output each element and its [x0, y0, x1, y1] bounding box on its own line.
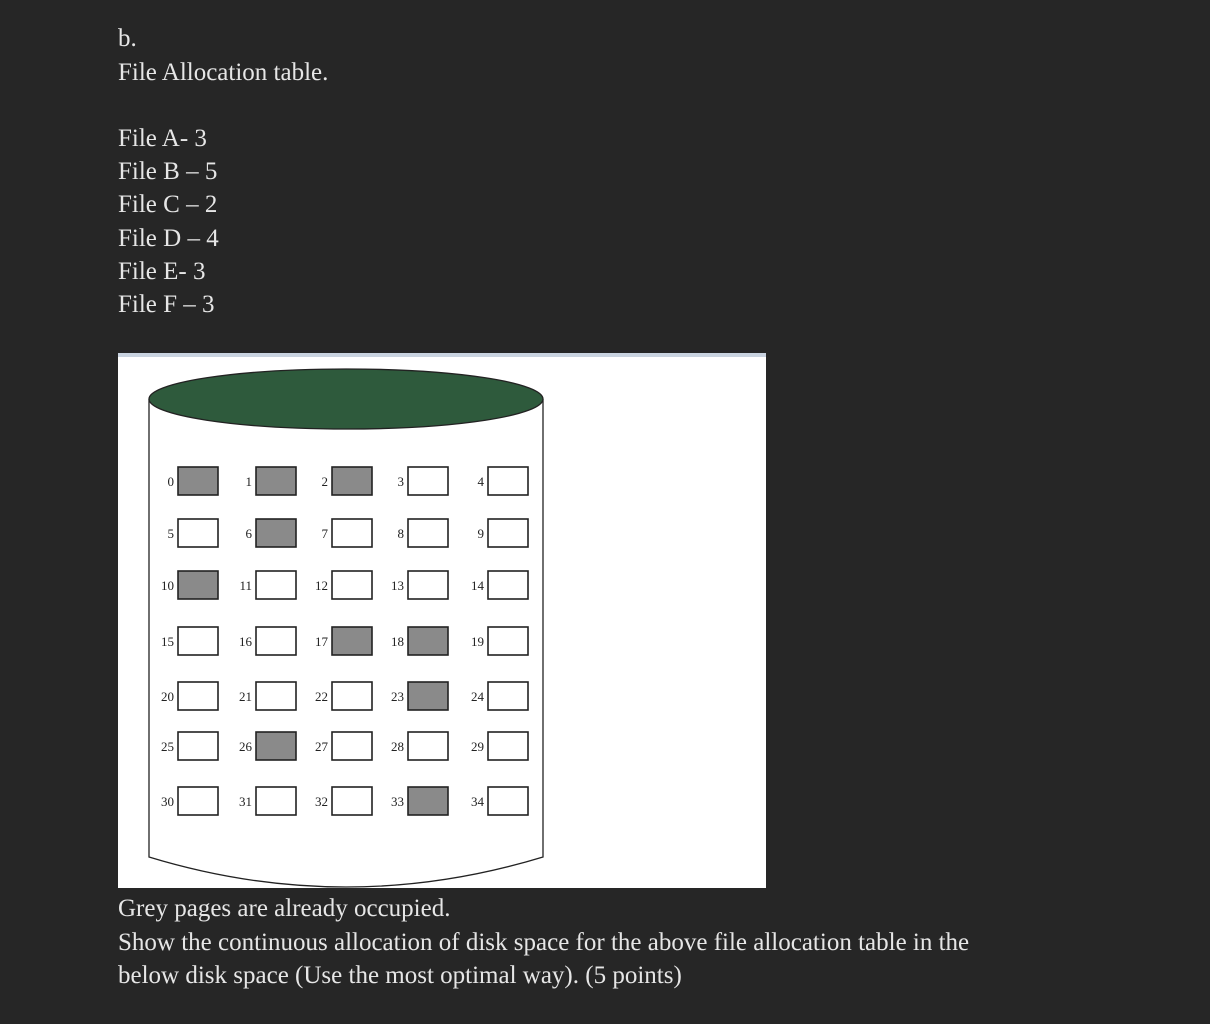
- disk-block-25-free: [178, 732, 218, 760]
- disk-block-29-free: [488, 732, 528, 760]
- disk-block-5-free: [178, 519, 218, 547]
- disk-block-label-21: 21: [239, 689, 252, 704]
- disk-block-label-29: 29: [471, 739, 484, 754]
- disk-block-label-7: 7: [321, 526, 328, 541]
- disk-block-13-free: [408, 571, 448, 599]
- disk-block-10-occupied: [178, 571, 218, 599]
- disk-block-label-34: 34: [471, 794, 484, 809]
- disk-block-15-free: [178, 627, 218, 655]
- question-title: File Allocation table.: [118, 59, 329, 86]
- disk-block-label-24: 24: [471, 689, 484, 704]
- file-d: File D – 4: [118, 225, 219, 252]
- disk-block-label-20: 20: [161, 689, 174, 704]
- disk-block-3-free: [408, 467, 448, 495]
- disk-block-31-free: [256, 787, 296, 815]
- disk-block-label-11: 11: [239, 578, 252, 593]
- disk-diagram: [118, 357, 766, 888]
- disk-block-4-free: [488, 467, 528, 495]
- disk-block-17-occupied: [332, 627, 372, 655]
- disk-block-label-30: 30: [161, 794, 174, 809]
- disk-block-34-free: [488, 787, 528, 815]
- instruction-line-2: below disk space (Use the most optimal way). (5 points): [118, 962, 682, 989]
- disk-block-label-4: 4: [477, 474, 484, 489]
- disk-block-26-occupied: [256, 732, 296, 760]
- file-c: File C – 2: [118, 191, 218, 218]
- disk-block-label-5: 5: [167, 526, 174, 541]
- disk-block-21-free: [256, 682, 296, 710]
- disk-block-label-28: 28: [391, 739, 404, 754]
- disk-block-label-15: 15: [161, 634, 174, 649]
- disk-block-label-26: 26: [239, 739, 252, 754]
- disk-figure: [118, 353, 766, 888]
- disk-block-6-occupied: [256, 519, 296, 547]
- disk-block-label-25: 25: [161, 739, 174, 754]
- disk-block-23-occupied: [408, 682, 448, 710]
- disk-block-1-occupied: [256, 467, 296, 495]
- disk-block-label-10: 10: [161, 578, 174, 593]
- file-a: File A- 3: [118, 125, 207, 152]
- disk-block-20-free: [178, 682, 218, 710]
- disk-block-label-6: 6: [245, 526, 252, 541]
- disk-block-12-free: [332, 571, 372, 599]
- disk-block-22-free: [332, 682, 372, 710]
- disk-block-9-free: [488, 519, 528, 547]
- disk-block-16-free: [256, 627, 296, 655]
- disk-block-label-14: 14: [471, 578, 484, 593]
- disk-block-30-free: [178, 787, 218, 815]
- disk-block-label-12: 12: [315, 578, 328, 593]
- disk-block-2-occupied: [332, 467, 372, 495]
- disk-block-label-8: 8: [397, 526, 404, 541]
- disk-block-label-33: 33: [391, 794, 404, 809]
- disk-block-33-occupied: [408, 787, 448, 815]
- instruction-line-1: Show the continuous allocation of disk space for the above file allocation table in the: [118, 929, 970, 956]
- file-f: File F – 3: [118, 291, 215, 318]
- disk-block-label-16: 16: [239, 634, 252, 649]
- disk-block-label-22: 22: [315, 689, 328, 704]
- disk-block-label-27: 27: [315, 739, 328, 754]
- disk-block-27-free: [332, 732, 372, 760]
- disk-block-19-free: [488, 627, 528, 655]
- disk-block-label-18: 18: [391, 634, 404, 649]
- disk-block-label-32: 32: [315, 794, 328, 809]
- disk-block-label-17: 17: [315, 634, 328, 649]
- disk-block-label-9: 9: [477, 526, 484, 541]
- disk-top: [149, 369, 543, 429]
- disk-block-7-free: [332, 519, 372, 547]
- part-label: b.: [118, 25, 137, 52]
- note-occupied: Grey pages are already occupied.: [118, 895, 451, 922]
- disk-block-label-23: 23: [391, 689, 404, 704]
- file-e: File E- 3: [118, 258, 206, 285]
- disk-block-28-free: [408, 732, 448, 760]
- disk-block-0-occupied: [178, 467, 218, 495]
- disk-block-24-free: [488, 682, 528, 710]
- disk-block-14-free: [488, 571, 528, 599]
- disk-block-label-0: 0: [167, 474, 174, 489]
- disk-block-label-1: 1: [245, 474, 252, 489]
- disk-block-label-3: 3: [397, 474, 404, 489]
- disk-block-18-occupied: [408, 627, 448, 655]
- disk-block-11-free: [256, 571, 296, 599]
- file-b: File B – 5: [118, 158, 218, 185]
- disk-block-label-19: 19: [471, 634, 484, 649]
- disk-block-8-free: [408, 519, 448, 547]
- disk-block-32-free: [332, 787, 372, 815]
- disk-block-label-31: 31: [239, 794, 252, 809]
- disk-block-label-13: 13: [391, 578, 404, 593]
- disk-block-label-2: 2: [321, 474, 328, 489]
